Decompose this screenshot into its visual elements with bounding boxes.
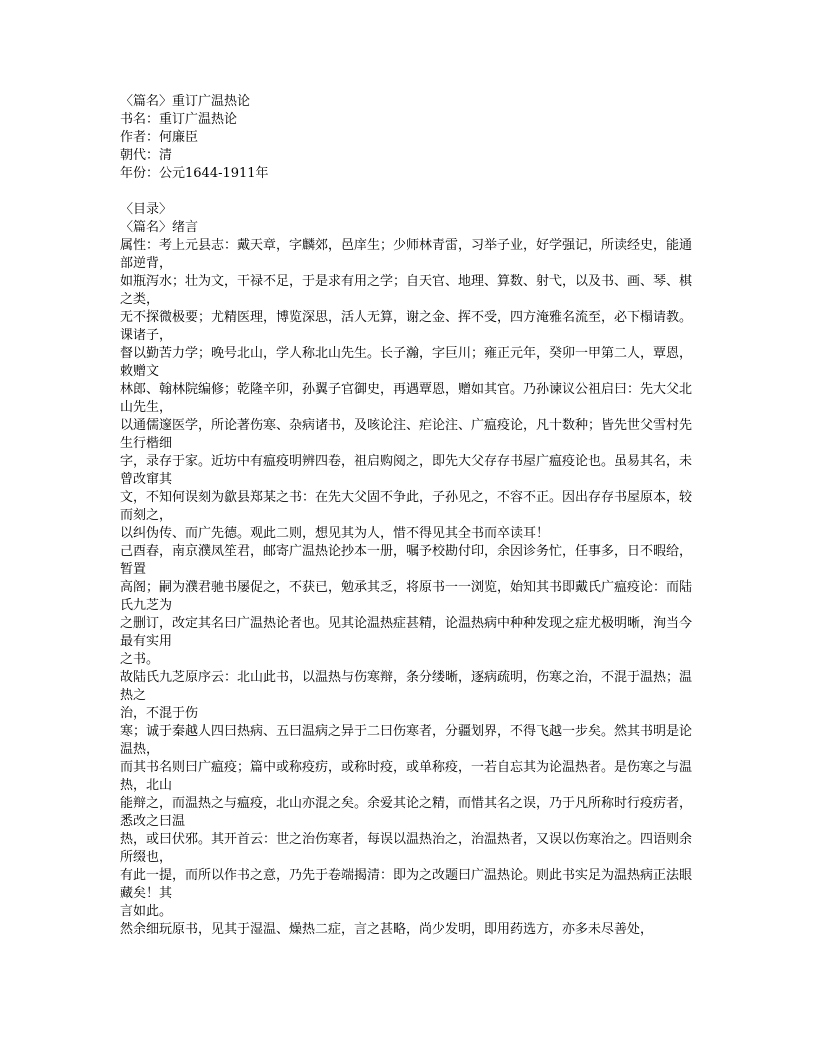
document-body: [120, 237, 700, 939]
body-line: 以通儒邃医学，所论著伤寒、杂病诸书，及咳论注、疟论注、广瘟疫论，凡十数种；皆先世父雪村先生行楷细: [120, 418, 693, 451]
dynasty-line: 朝代：清: [120, 148, 173, 163]
body-line: 而其书名则曰广瘟疫；篇中或称疫疠，或称时疫，或单称疫，一若自忘其为论温热者。是伤寒之与温热，北山: [120, 760, 693, 793]
body-line: 之书。: [120, 652, 160, 667]
body-line: 林郎、翰林院编修；乾隆辛卯，孙翼子官御史，再遇覃恩，赠如其官。乃孙谏议公祖启曰：先大父北山先生，: [120, 382, 693, 415]
body-line: 然余细玩原书，见其于湿温、燥热二症，言之甚略，尚少发明，即用药选方，亦多未尽善处，: [120, 922, 654, 937]
body-line: 字，录存于家。近坊中有瘟疫明辨四卷，祖启购阅之，即先大父存存书屋广瘟疫论也。虽易其名，未曾改窜其: [120, 454, 693, 487]
body-line: 能辩之，而温热之与瘟疫，北山亦混之矣。余爱其论之精，而惜其名之误，乃于凡所称时行疫疠者，悉改之曰温: [120, 796, 693, 829]
body-line: 热，或曰伏邪。其开首云：世之治伤寒者，每误以温热治之，治温热者，又误以伤寒治之。四语则余所缀也，: [120, 832, 693, 865]
body-line: 如瓶泻水；壮为文，干禄不足，于是求有用之学；自天官、地理、算数、射弋，以及书、画、琴、棋之类，: [120, 274, 693, 307]
body-line: 文，不知何误刻为歙县郑某之书：在先大父固不争此，子孙见之，不容不正。因出存存书屋原本，较而刻之，: [120, 490, 693, 523]
body-line: 督以勤苦力学；晚号北山，学人称北山先生。长子瀚，字巨川；雍正元年，癸卯一甲第二人，覃恩，敕赠文: [120, 346, 693, 379]
body-line: 言如此。: [120, 904, 173, 919]
toc-heading: 〈目录〉: [120, 202, 173, 217]
book-metadata: [120, 93, 700, 183]
body-line: 之删订，改定其名曰广温热论者也。见其论温热症甚精，论温热病中种种发现之症尤极明晰，洵当今最有实用: [120, 616, 693, 649]
body-line: 寒；诚于秦越人四曰热病、五曰温病之异于二曰伤寒者，分疆划界，不得飞越一步矣。然其书明是论温热，: [120, 724, 693, 757]
body-line: 以纠伪传、而广先德。观此二则，想见其为人，惜不得见其全书而卒读耳！: [120, 526, 550, 541]
body-line: 有此一提，而所以作书之意，乃先于卷端揭清：即为之改题曰广温热论。则此书实足为温热病正法眼藏矣！其: [120, 868, 693, 901]
body-line: 无不探微极要；尤精医理，博览深思，活人无算，谢之金、挥不受，四方淹雅名流至，必下榻请教。课诸子，: [120, 310, 693, 343]
author-line: 作者：何廉臣: [120, 130, 199, 145]
chapter-heading: 〈篇名〉重订广温热论: [120, 94, 251, 109]
year-line: 年份：公元1644-1911年: [120, 166, 269, 181]
section-title: 〈篇名〉绪言: [120, 220, 199, 235]
body-line: 治，不混于伤: [120, 706, 199, 721]
document-page: [120, 93, 700, 939]
book-title-line: 书名：重订广温热论: [120, 112, 238, 127]
body-line: 属性：考上元县志：戴天章，字麟郊，邑庠生；少师林青雷，习举子业，好学强记，所读经史，能通部逆背，: [120, 238, 693, 271]
body-line: 高阁；嗣为濮君驰书屡促之，不获已，勉承其乏，将原书一一浏览，始知其书即戴氏广瘟疫论：而陆氏九芝为: [120, 580, 693, 613]
body-line: 己酉春，南京濮凤笙君，邮寄广温热论抄本一册，嘱予校勘付印，余因诊务忙，任事多，日不暇给，暂置: [120, 544, 693, 577]
section-spacer: [120, 183, 700, 201]
table-of-contents: [120, 201, 700, 237]
body-line: 故陆氏九芝原序云：北山此书，以温热与伤寒辩，条分缕晰，逐病疏明，伤寒之治，不混于温热；温热之: [120, 670, 693, 703]
